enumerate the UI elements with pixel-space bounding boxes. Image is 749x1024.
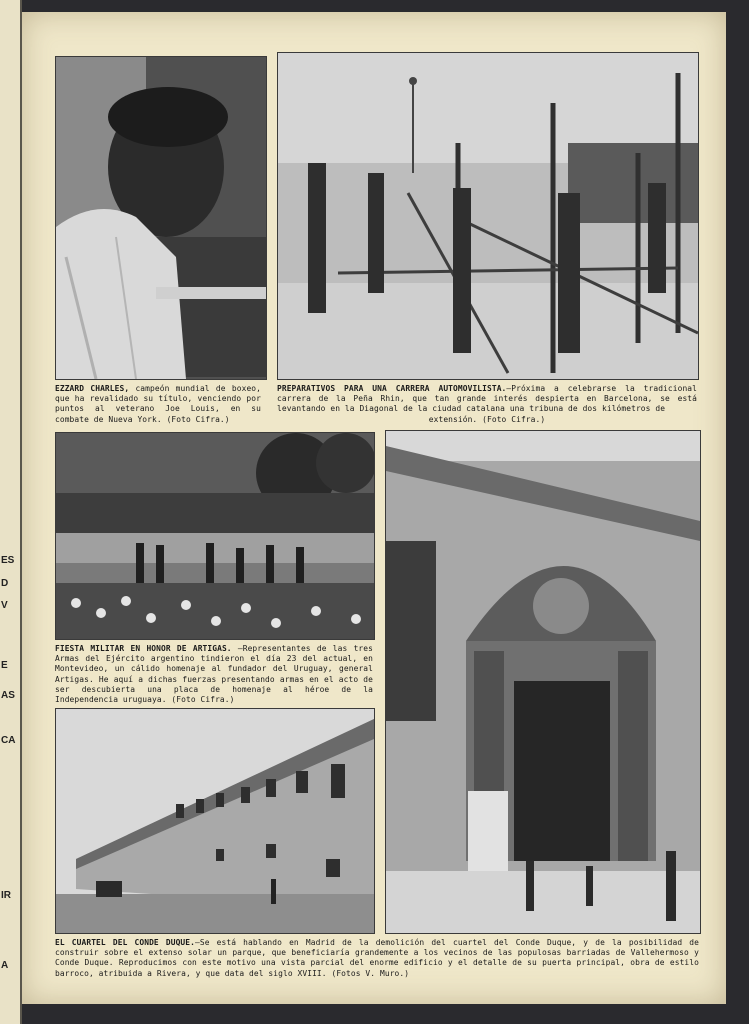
caption-cuartel xyxy=(55,938,699,979)
caption-body: —Próxima a celebrarse la tradicional carrera de la Peña Rhin, que tan grande interés despierta en Barcelona, se está levantando en la Diagonal de la ciudad catalana una tribuna de dos kilómetros de xyxy=(277,384,697,414)
strip-fragment: E xyxy=(1,660,8,671)
grandstand-icon xyxy=(278,53,698,379)
street-icon xyxy=(56,709,374,933)
portrait-icon xyxy=(56,57,266,379)
magazine-page xyxy=(22,12,726,1004)
facade-icon xyxy=(386,431,700,933)
caption-body: campeón mundial de boxeo, que ha revalidado su título, venciendo por puntos al veterano Joe Louis, en su combate de Nueva York. (Foto Cifra.) xyxy=(55,384,261,424)
caption-body: —Representantes de las tres Armas del Ejército argentino tindieron el día 23 del actual, en Montevideo, un cálido homenaje al fundador del Uruguay, general Artigas. He aquí a dichas fuerzas presentando armas en el acto de ser descubierta una placa de homenaje al héroe de la Independencia uruguaya. (Foto Cifra.) xyxy=(55,644,373,705)
strip-fragment: CA xyxy=(1,735,16,746)
strip-fragment: ES xyxy=(1,555,15,566)
caption-race xyxy=(277,384,697,425)
strip-fragment: V xyxy=(1,600,8,611)
caption-title: FIESTA MILITAR EN HONOR DE ARTIGAS. xyxy=(55,644,232,653)
caption-title: EL CUARTEL DEL CONDE DUQUE. xyxy=(55,938,195,947)
photo-military-parade xyxy=(55,432,375,640)
photo-race-grandstand xyxy=(277,52,699,380)
caption-body: —Se está hablando en Madrid de la demolición del cuartel del Conde Duque, y de la posibilidad de construir sobre el extenso solar un parque, que beneficiaría grandemente a los vecinos de las populosas barriadas de Vallehermoso y Conde Duque. Reproducimos con este motivo una vista parcial del enorme edificio y el detalle de su puerta principal, obra de estilo barroco, atribuida a Rivera, y que data del siglo XVIII. (Fotos V. Muro.) xyxy=(55,938,700,978)
photo-conde-duque-door xyxy=(385,430,701,934)
strip-fragment: AS xyxy=(1,690,15,701)
strip-fragment: D xyxy=(1,578,9,589)
caption-tail: extensión. (Foto Cifra.) xyxy=(428,414,546,424)
strip-fragment: IR xyxy=(1,890,11,901)
caption-military xyxy=(55,644,373,705)
caption-title: EZZARD CHARLES, xyxy=(55,384,130,393)
strip-fragment: A xyxy=(1,960,9,971)
caption-ezzard-charles xyxy=(55,384,261,425)
caption-title: PREPARATIVOS PARA UNA CARRERA AUTOMOVILISTA. xyxy=(277,384,507,393)
photo-ezzard-charles xyxy=(55,56,267,380)
crowd-icon xyxy=(56,433,374,639)
photo-conde-duque-street xyxy=(55,708,375,934)
adjacent-page-strip xyxy=(0,0,22,1024)
